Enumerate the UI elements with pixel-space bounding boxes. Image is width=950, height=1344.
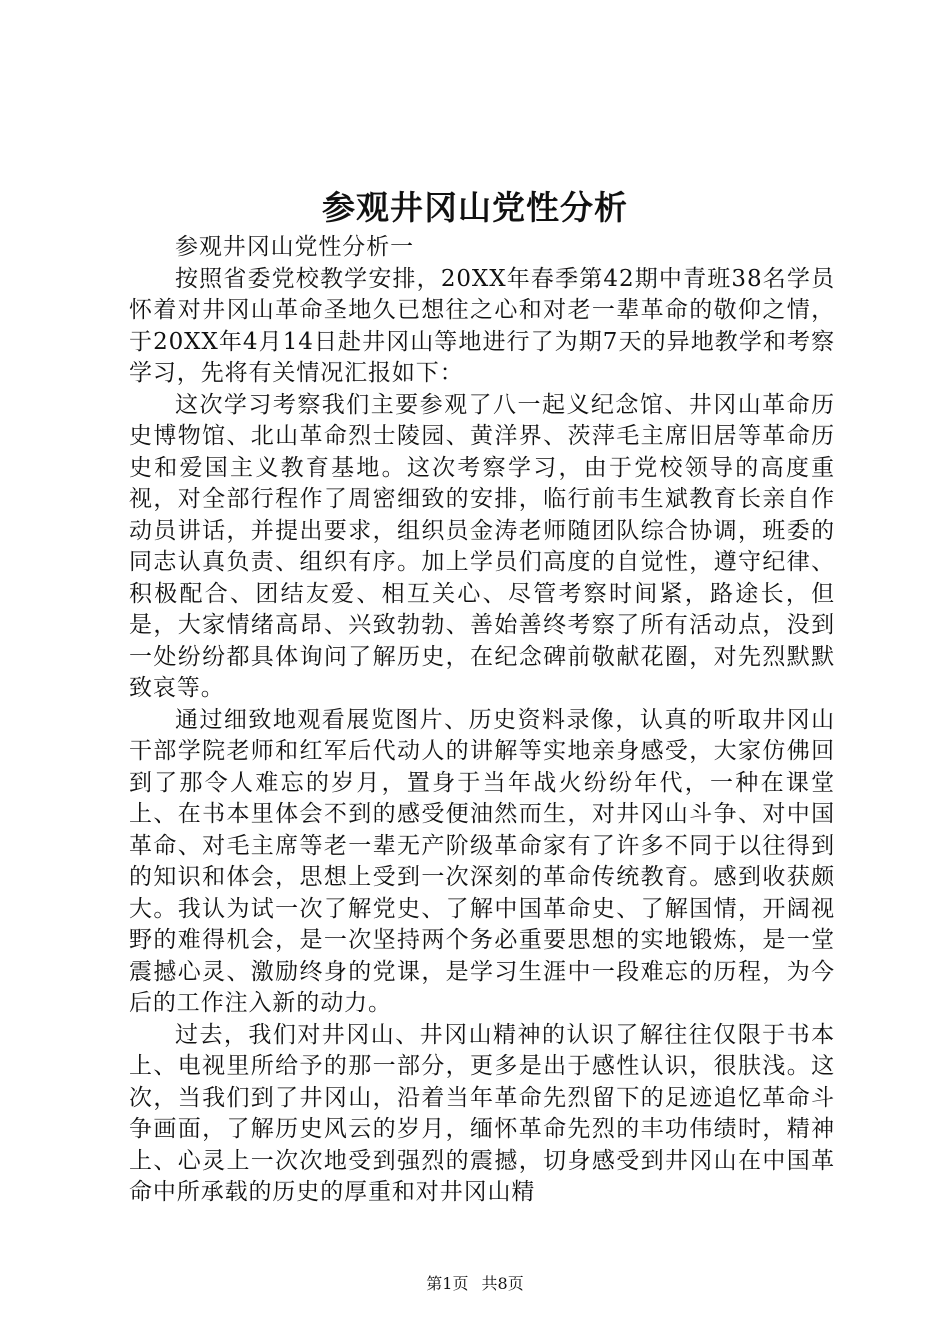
body-paragraph: 这次学习考察我们主要参观了八一起义纪念馆、井冈山革命历史博物馆、北山革命烈士陵园、黄洋界、茨萍毛主席旧居等革命历史和爱国主义教育基地。这次考察学习，由于党校领导的高度重视，对全部行程作了周密细致的安排，临行前韦生斌教育长亲自作动员讲话，并提出要求，组织员金涛老师随团队综合协调，班委的同志认真负责、组织有序。加上学员们高度的自觉性，遵守纪律、积极配合、团结友爱、相互关心、尽管考察时间紧，路途长，但是，大家情绪高昂、兴致勃勃、善始善终考察了所有活动点，没到一处纷纷都具体询问了解历史，在纪念碑前敬献花圈，对先烈默默致哀等。 <box>129 391 835 701</box>
section-heading: 参观井冈山党性分析一 <box>175 234 414 260</box>
page-footer <box>0 1272 950 1296</box>
document-title: 参观井冈山党性分析 <box>322 188 628 227</box>
document-body <box>129 232 835 1209</box>
body-paragraph: 过去，我们对井冈山、井冈山精神的认识了解往往仅限于书本上、电视里所给予的那一部分，更多是出于感性认识，很肤浅。这次，当我们到了井冈山，沿着当年革命先烈留下的足迹追忆革命斗争画面，了解历史风云的岁月，缅怀革命先烈的丰功伟绩时，精神上、心灵上一次次地受到强烈的震撼，切身感受到井冈山在中国革命中所承载的历史的厚重和对井冈山精 <box>129 1021 835 1205</box>
body-paragraph: 通过细致地观看展览图片、历史资料录像，认真的听取井冈山干部学院老师和红军后代动人的讲解等实地亲身感受，大家仿佛回到了那令人难忘的岁月，置身于当年战火纷纷年代，一种在课堂上、在书本里体会不到的感受便油然而生，对井冈山斗争、对中国革命、对毛主席等老一辈无产阶级革命家有了许多不同于以往得到的知识和体会，思想上受到一次深刻的革命传统教育。感到收获颇大。我认为试一次了解党史、了解中国革命史、了解国情，开阔视野的难得机会，是一次坚持两个务必重要思想的实地锻炼，是一堂震撼心灵、激励终身的党课，是学习生涯中一段难忘的历程，为今后的工作注入新的动力。 <box>129 706 835 1016</box>
page-total: 共8页 <box>481 1274 524 1293</box>
body-paragraph: 按照省委党校教学安排，20XX年春季第42期中青班38名学员怀着对井冈山革命圣地久已想往之心和对老一辈革命的敬仰之情，于20XX年4月14日赴井冈山等地进行了为期7天的异地教学和考察学习，先将有关情况汇报如下： <box>129 265 835 386</box>
page-number: 第1页 <box>426 1274 469 1293</box>
